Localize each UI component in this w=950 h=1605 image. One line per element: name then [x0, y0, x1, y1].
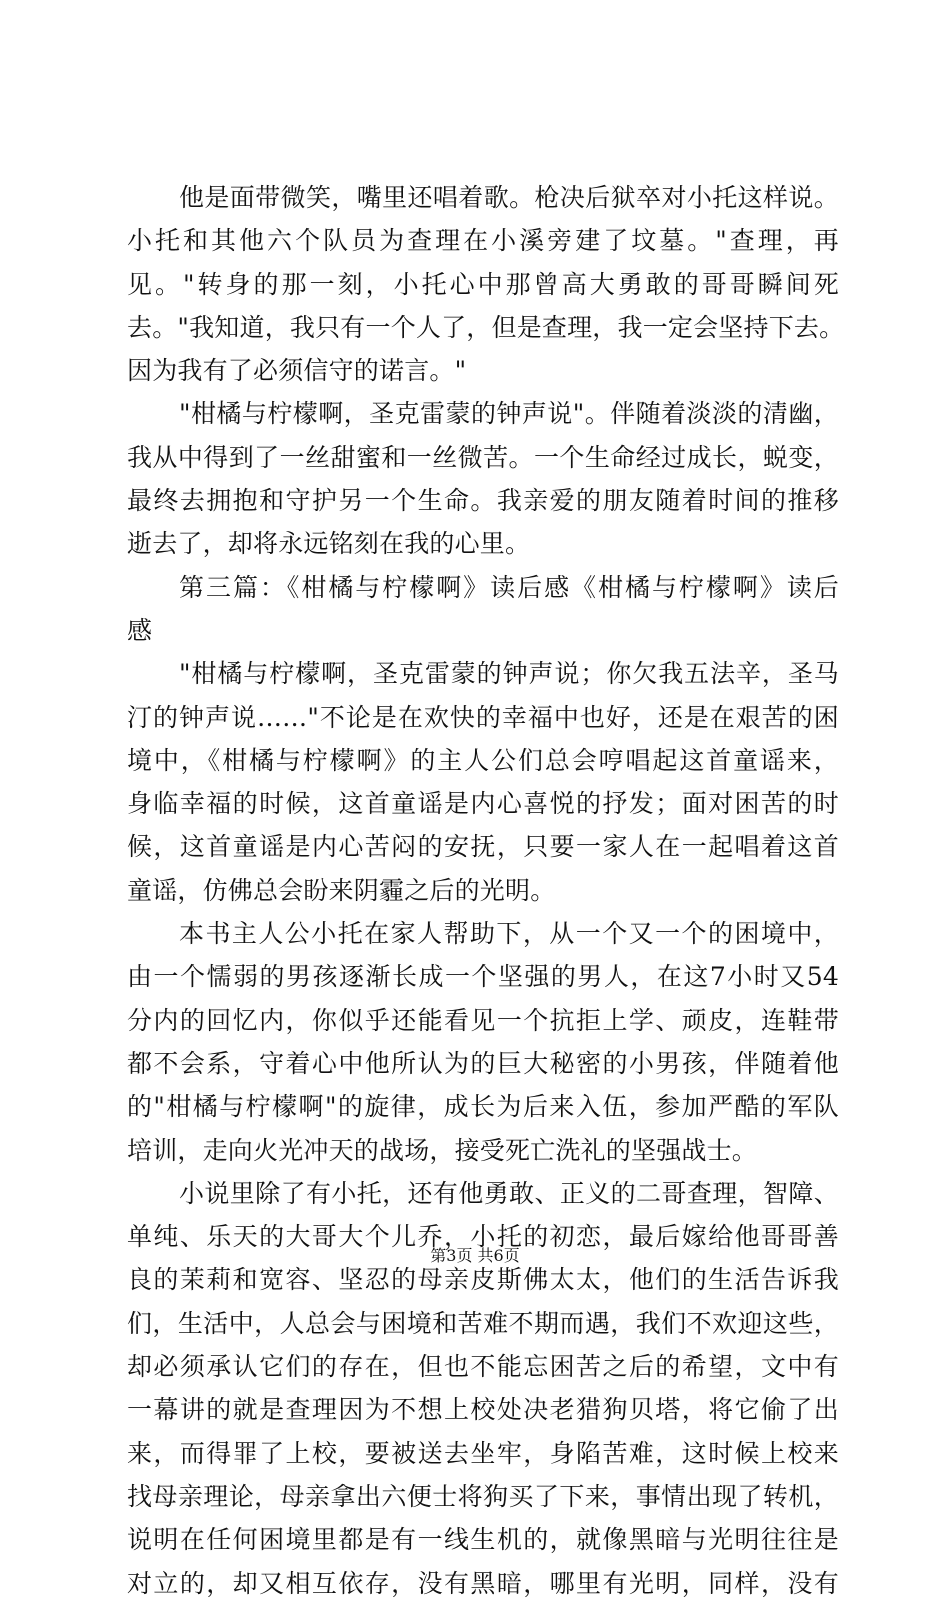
- text-line: 本书主人公小托在家人帮助下，从一个又一个的困境中，: [179, 919, 839, 949]
- document-body: [127, 176, 845, 1605]
- text-line: 由一个懦弱的男孩逐渐长成一个坚强的男人，在这7小时又54: [127, 962, 839, 992]
- text-line: 境中，《柑橘与柠檬啊》的主人公们总会哼唱起这首童谣来，: [127, 745, 839, 775]
- text-line: 的"柑橘与柠檬啊"的旋律，成长为后来入伍，参加严酷的军队: [127, 1092, 839, 1122]
- text-line: 候，这首童谣是内心苦闷的安抚，只要一家人在一起唱着这首: [127, 832, 839, 862]
- text-line: 说明在任何困境里都是有一线生机的，就像黑暗与光明往往是: [127, 1525, 839, 1555]
- text-line: 小托和其他六个队员为查理在小溪旁建了坟墓。"查理，再: [127, 226, 839, 256]
- text-line: 身临幸福的时候，这首童谣是内心喜悦的抒发；面对困苦的时: [127, 789, 839, 819]
- text-line: 培训，走向火光冲天的战场，接受死亡洗礼的坚强战士。: [127, 1135, 758, 1165]
- text-line: 对立的，却又相互依存，没有黑暗，哪里有光明，同样，没有: [127, 1568, 839, 1598]
- text-line: 找母亲理论，母亲拿出六便士将狗买了下来，事情出现了转机，: [127, 1481, 839, 1511]
- text-line: 单纯、乐天的大哥大个儿乔，小托的初恋，最后嫁给他哥哥善: [127, 1222, 839, 1252]
- text-line: 却必须承认它们的存在，但也不能忘困苦之后的希望，文中有: [127, 1352, 839, 1382]
- text-line: 最终去拥抱和守护另一个生命。我亲爱的朋友随着时间的推移: [127, 486, 839, 516]
- text-line: 逝去了，却将永远铭刻在我的心里。: [127, 529, 531, 559]
- text-line: 来，而得罪了上校，要被送去坐牢，身陷苦难，这时候上校来: [127, 1438, 839, 1468]
- text-line: 他是面带微笑，嘴里还唱着歌。枪决后狱卒对小托这样说。: [179, 183, 839, 212]
- text-line: 我从中得到了一丝甜蜜和一丝微苦。一个生命经过成长，蜕变，: [127, 442, 839, 472]
- text-line: 第三篇：《柑橘与柠檬啊》读后感《柑橘与柠檬啊》读后: [179, 572, 839, 602]
- text-line: "柑橘与柠檬啊，圣克雷蒙的钟声说"。伴随着淡淡的清幽，: [179, 399, 839, 429]
- text-line: 童谣，仿佛总会盼来阴霾之后的光明。: [127, 875, 556, 905]
- text-line: 因为我有了必须信守的诺言。": [127, 356, 467, 386]
- text-line: "柑橘与柠檬啊，圣克雷蒙的钟声说；你欠我五法辛，圣马: [179, 659, 839, 689]
- text-line: 们，生活中，人总会与困境和苦难不期而遇，我们不欢迎这些，: [127, 1308, 839, 1338]
- text-line: 良的茉莉和宽容、坚忍的母亲皮斯佛太太，他们的生活告诉我: [127, 1265, 839, 1295]
- text-line: 感: [127, 615, 153, 645]
- text-line: 一幕讲的就是查理因为不想上校处决老猎狗贝塔，将它偷了出: [127, 1395, 839, 1425]
- text-line: 小说里除了有小托，还有他勇敢、正义的二哥查理，智障、: [179, 1178, 839, 1208]
- text-line: 去。"我知道，我只有一个人了，但是查理，我一定会坚持下去。: [127, 312, 845, 342]
- text-line: 见。"转身的那一刻，小托心中那曾高大勇敢的哥哥瞬间死: [127, 269, 839, 299]
- page-number: 第3页 共6页: [430, 1246, 520, 1265]
- text-line: 都不会系，守着心中他所认为的巨大秘密的小男孩，伴随着他: [127, 1048, 839, 1078]
- text-line: 分内的回忆内，你似乎还能看见一个抗拒上学、顽皮，连鞋带: [127, 1005, 839, 1035]
- text-line: 汀的钟声说……"不论是在欢快的幸福中也好，还是在艰苦的困: [127, 702, 839, 732]
